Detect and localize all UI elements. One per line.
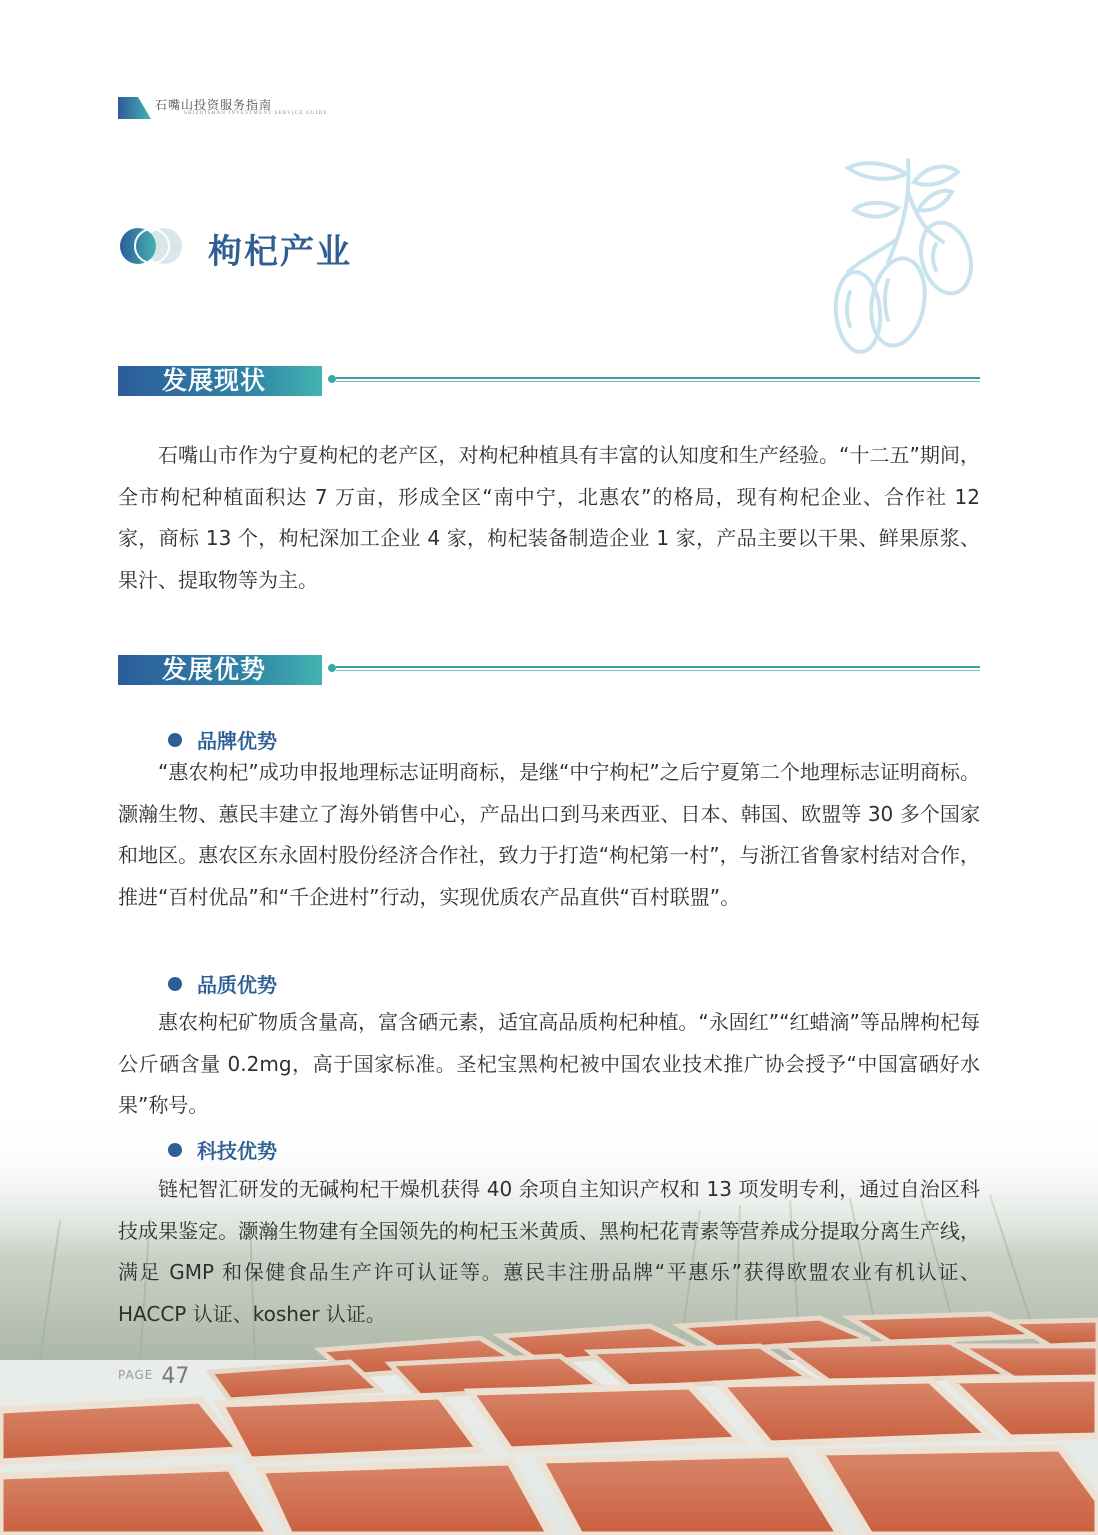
header-logo-icon bbox=[118, 97, 151, 119]
chapter-circles-icon bbox=[118, 226, 184, 266]
bullet-icon bbox=[168, 1143, 182, 1157]
section-header-status bbox=[118, 366, 980, 398]
header-title: 石嘴山投资服务指南 bbox=[155, 98, 273, 112]
subheading-brand-text: 品牌优势 bbox=[197, 729, 277, 753]
page-number bbox=[118, 1364, 189, 1389]
section-divider-line bbox=[336, 377, 980, 379]
subheading-technology bbox=[168, 1135, 277, 1164]
section-divider-dot bbox=[328, 664, 336, 672]
berry-branch-illustration bbox=[818, 152, 983, 362]
chapter-title: 枸杞产业 bbox=[208, 232, 352, 272]
header-subtitle: SHIZUISHAN INVESTMENT SERVICE GUIDE bbox=[184, 111, 328, 116]
section-title-status: 发展现状 bbox=[118, 366, 322, 396]
section-title-advantages: 发展优势 bbox=[118, 655, 322, 685]
section-divider-dot bbox=[328, 375, 336, 383]
page-label: PAGE bbox=[118, 1368, 154, 1382]
subheading-technology-text: 科技优势 bbox=[197, 1139, 277, 1163]
section-divider-line-thin bbox=[336, 670, 980, 671]
technology-paragraph: 链杞智汇研发的无碱枸杞干燥机获得 40 余项自主知识产权和 13 项发明专利，通过自治区科技成果鉴定。灏瀚生物建有全国领先的枸杞玉米黄质、黑枸杞花青素等营养成分提取分离生产线，满足 GMP 和保健食品生产许可认证等。蕙民丰注册品牌“平惠乐”获得欧盟农业有机认证、HACCP 认证、kosher 认证。 bbox=[118, 1177, 980, 1327]
section-divider-line bbox=[336, 666, 980, 668]
section-divider-line-thin bbox=[336, 381, 980, 382]
subheading-quality-text: 品质优势 bbox=[197, 973, 277, 997]
bullet-icon bbox=[168, 733, 182, 747]
page-number-value: 47 bbox=[161, 1364, 190, 1389]
quality-paragraph: 惠农枸杞矿物质含量高，富含硒元素，适宜高品质枸杞种植。“永固红”“红蜡滴”等品牌枸杞每公斤硒含量 0.2mg，高于国家标准。圣杞宝黑枸杞被中国农业技术推广协会授予“中国富硒好水果”称号。 bbox=[118, 1010, 980, 1118]
brand-paragraph: “惠农枸杞”成功申报地理标志证明商标，是继“中宁枸杞”之后宁夏第二个地理标志证明商标。灏瀚生物、蕙民丰建立了海外销售中心，产品出口到马来西亚、日本、韩国、欧盟等 30 多个国家和地区。惠农区东永固村股份经济合作社，致力于打造“枸杞第一村”，与浙江省鲁家村结对合作，推进“百村优品”和“千企进村”行动，实现优质农产品直供“百村联盟”。 bbox=[118, 760, 980, 910]
status-paragraph: 石嘴山市作为宁夏枸杞的老产区，对枸杞种植具有丰富的认知度和生产经验。“十二五”期间，全市枸杞种植面积达 7 万亩，形成全区“南中宁，北惠农”的格局，现有枸杞企业、合作社 12 家，商标 13 个，枸杞深加工企业 4 家，枸杞装备制造企业 1 家，产品主要以干果、鲜果原浆、果汁、提取物等为主。 bbox=[118, 443, 980, 593]
bullet-icon bbox=[168, 977, 182, 991]
subheading-brand bbox=[168, 725, 277, 754]
subheading-quality bbox=[168, 969, 277, 998]
section-header-advantages bbox=[118, 655, 980, 687]
